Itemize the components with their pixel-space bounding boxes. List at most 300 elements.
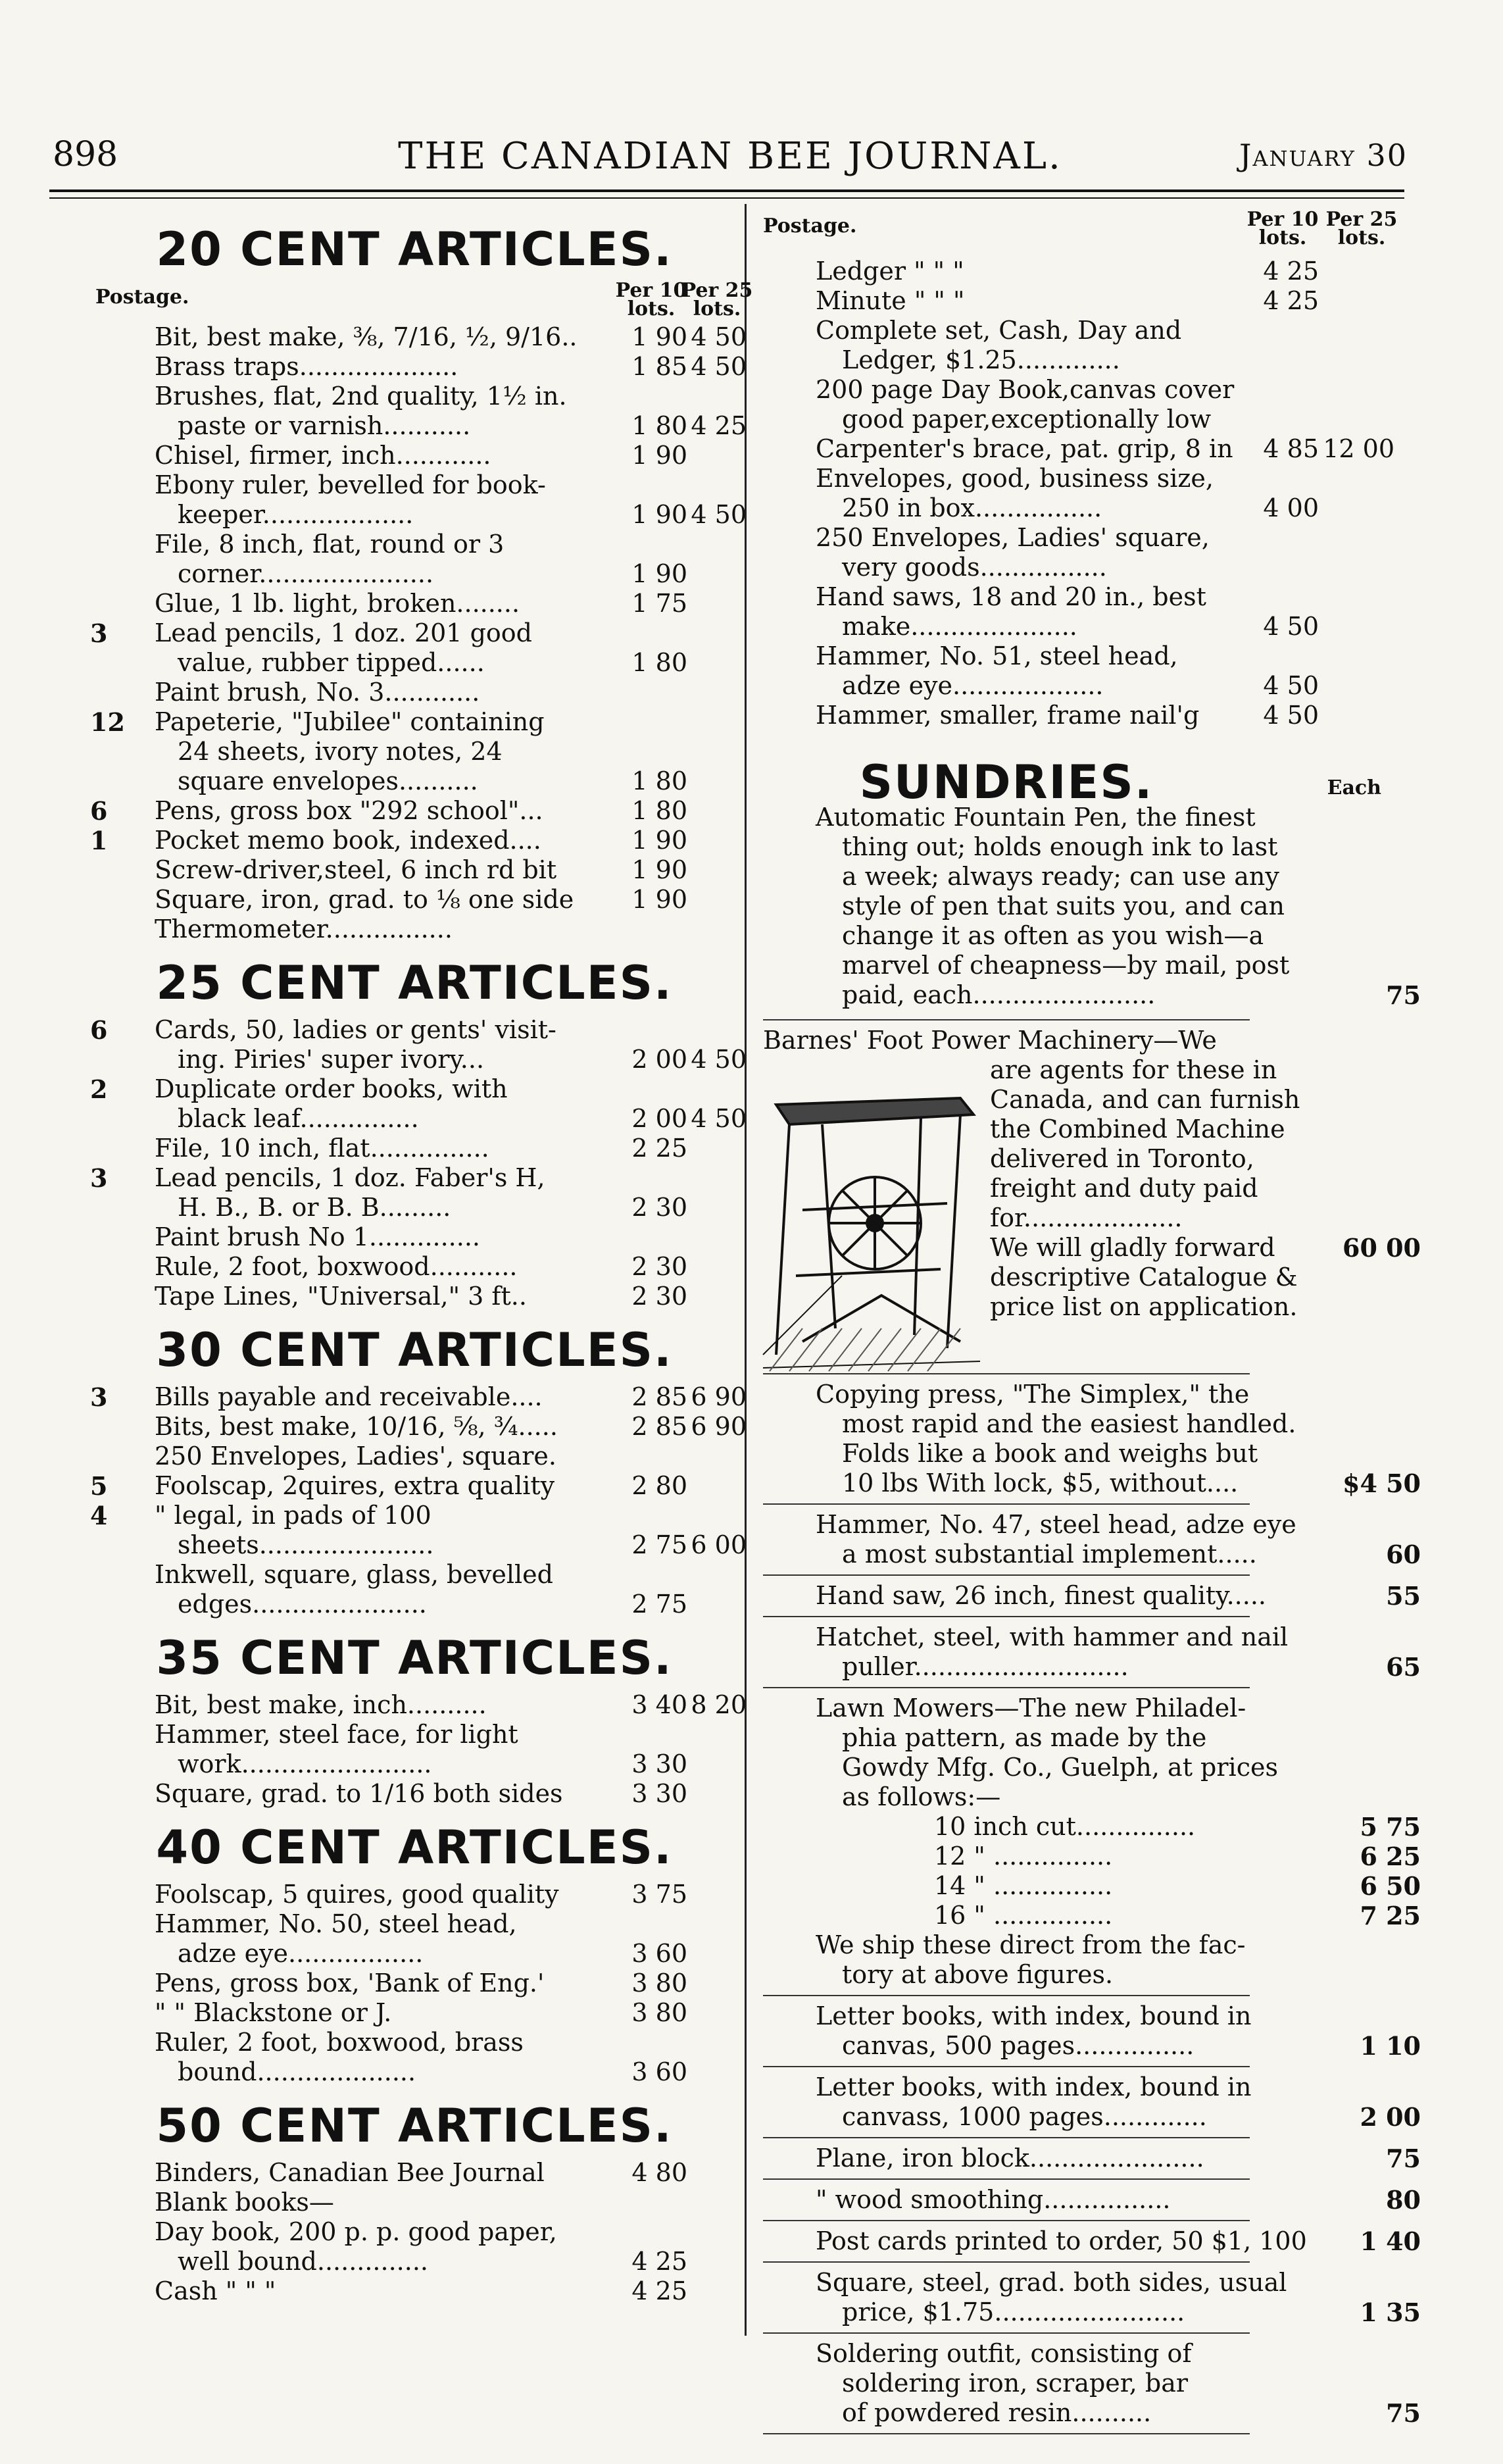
item-text: are agents for these in (990, 1055, 1277, 1084)
item-text: Paint brush, No. 3............ (155, 678, 480, 707)
list-item (763, 523, 1401, 582)
each-label: Each (1327, 776, 1381, 799)
item-text: 250 Envelopes, Ladies' square, (816, 523, 1210, 552)
price-per10: 1 80 (631, 767, 687, 795)
item-text: make..................... (842, 612, 1077, 641)
postage-value: 4 (90, 1501, 108, 1530)
price-per10: 3 80 (631, 1998, 687, 2027)
item-text: Foolscap, 2quires, extra quality (155, 1471, 555, 1500)
list-item (763, 1622, 1421, 1682)
per10-label: Per 10 lots. (1246, 208, 1319, 249)
item-text: Pens, gross box "292 school"... (155, 796, 543, 825)
divider (763, 2220, 1250, 2221)
item-text: Day book, 200 p. p. good paper, (155, 2217, 557, 2246)
item-line (763, 701, 1401, 730)
item-text: Canada, and can furnish (990, 1085, 1300, 1114)
barnes-price: 60 00 (1343, 1233, 1421, 1263)
item-text: Ledger " " " (816, 257, 964, 286)
item-text: marvel of cheapness—by mail, post (842, 951, 1290, 980)
price-per10: 4 25 (1263, 257, 1319, 286)
item-line (763, 641, 1401, 671)
list-item (95, 1690, 747, 1720)
right-items (763, 257, 1401, 730)
item-text: Brass traps.................... (155, 352, 458, 381)
price-per10: 1 90 (631, 441, 687, 470)
item-text: 200 page Day Book,canvas cover (816, 375, 1235, 404)
left-column (90, 211, 753, 2306)
list-item (95, 2188, 733, 2217)
price-per10: 4 50 (1263, 701, 1319, 730)
item-line (95, 1471, 733, 1501)
divider (763, 1019, 1250, 1020)
price-each: 75 (1386, 980, 1421, 1010)
item-text: Duplicate order books, with (155, 1074, 508, 1103)
size-label: 10 inch cut............... (934, 1812, 1196, 1841)
item-line (95, 1969, 733, 1998)
price-per10: 3 60 (631, 1939, 687, 1968)
size-label: 12 " ............... (934, 1842, 1113, 1871)
item-text: Bits, best make, 10/16, ⅝, ¾..... (155, 1412, 558, 1441)
list-item (763, 701, 1401, 730)
list-item (95, 441, 733, 470)
item-text: value, rubber tipped...... (178, 648, 485, 677)
item-line (763, 464, 1401, 493)
price-per10: 1 90 (631, 322, 687, 351)
item-line (990, 1144, 1319, 1174)
per10-label: Per 10 lots. (615, 279, 687, 320)
list-item (90, 826, 733, 855)
item-text: " " Blackstone or J. (155, 1998, 392, 2027)
column-header (95, 279, 753, 322)
item-line (763, 862, 1401, 892)
price-per10: 2 00 (631, 1045, 687, 1074)
divider (763, 1574, 1250, 1576)
price-each: $4 50 (1343, 1469, 1421, 1498)
item-text: Automatic Fountain Pen, the finest (816, 803, 1256, 832)
section-title: 25 CENT ARTICLES. (156, 956, 673, 1010)
list-item (95, 1134, 733, 1163)
item-line (95, 470, 733, 500)
item-line (763, 405, 1401, 434)
header-rule-thin (49, 197, 1404, 199)
price-per10: 3 30 (631, 1779, 687, 1808)
item-line (763, 2268, 1401, 2298)
list-item (763, 286, 1401, 316)
list-item (90, 707, 733, 796)
list-item (763, 1026, 1421, 1368)
divider (763, 2332, 1250, 2334)
price-per10: 2 30 (631, 1252, 687, 1281)
size-label: 14 " ............... (934, 1871, 1113, 1900)
price-per10: 2 75 (631, 1530, 687, 1559)
postage-value: 3 (90, 618, 108, 648)
mower-size (763, 1842, 1421, 1871)
item-line (763, 2298, 1421, 2327)
item-line (95, 2028, 733, 2057)
list-item (95, 2217, 733, 2276)
price-per25: 4 50 (691, 1104, 747, 1133)
item-line (95, 1939, 733, 1969)
item-text: freight and duty paid (990, 1174, 1258, 1203)
item-line (763, 345, 1401, 375)
item-line (763, 434, 1401, 464)
item-line (95, 1015, 733, 1045)
list-item (763, 803, 1421, 1010)
item-line (95, 1163, 733, 1193)
item-line (763, 980, 1421, 1010)
price-per10: 4 50 (1263, 671, 1319, 700)
item-text: phia pattern, as made by the (842, 1723, 1207, 1752)
item-text: Pocket memo book, indexed.... (155, 826, 541, 855)
list-item (95, 1998, 733, 2028)
sundries-items (763, 1380, 1421, 2434)
section-title: 30 CENT ARTICLES. (156, 1323, 673, 1377)
list-item (763, 1694, 1421, 1990)
item-text: work........................ (178, 1749, 432, 1778)
size-label: 16 " ............... (934, 1901, 1113, 1930)
sundries-heading (763, 730, 1401, 809)
item-line (95, 589, 733, 618)
item-line (95, 2158, 733, 2188)
price-per10: 1 75 (631, 589, 687, 618)
item-text: Ledger, $1.25............. (842, 345, 1120, 374)
price-per25: 12 00 (1323, 434, 1394, 463)
list-item (90, 1074, 747, 1134)
item-line (763, 493, 1401, 523)
item-text: style of pen that suits you, and can (842, 892, 1285, 920)
item-text: Bills payable and receivable.... (155, 1382, 543, 1411)
list-item (95, 382, 747, 441)
list-item (95, 1282, 733, 1311)
postage-value: 2 (90, 1074, 108, 1104)
item-line (95, 648, 733, 678)
postage-label: Postage. (95, 286, 189, 309)
list-item (763, 2268, 1421, 2327)
list-item (763, 2144, 1421, 2173)
price-per10: 1 80 (631, 648, 687, 677)
list-item (95, 1909, 733, 1969)
item-line (990, 1263, 1319, 1292)
section-title: 40 CENT ARTICLES. (156, 1821, 673, 1874)
item-text: Hammer, No. 47, steel head, adze eye (816, 1510, 1296, 1539)
price-each: 6 50 (1360, 1871, 1421, 1901)
right-column (763, 208, 1421, 2440)
postage-value: 6 (90, 796, 108, 826)
price-per10: 1 80 (631, 796, 687, 825)
item-text: Hatchet, steel, with hammer and nail (816, 1622, 1289, 1651)
item-line (763, 1723, 1401, 1753)
item-text: a most substantial implement..... (842, 1540, 1257, 1569)
list-item (763, 375, 1401, 434)
item-text: paid, each....................... (842, 980, 1156, 1009)
list-item (95, 2276, 733, 2306)
item-line (95, 1282, 733, 1311)
price-per10: 4 00 (1263, 493, 1319, 522)
price-per25: 4 50 (691, 352, 747, 381)
item-line (990, 1115, 1319, 1144)
item-text: Minute " " " (816, 286, 965, 315)
list-item (95, 470, 747, 530)
item-line (763, 1581, 1421, 1611)
item-line (763, 2144, 1421, 2173)
item-text: price list on application. (990, 1292, 1298, 1321)
item-line (95, 1045, 747, 1074)
item-text: of powdered resin.......... (842, 2398, 1152, 2427)
item-text: Gowdy Mfg. Co., Guelph, at prices (842, 1753, 1278, 1782)
item-line (763, 1510, 1401, 1540)
list-item (95, 1222, 733, 1252)
item-text: Letter books, with index, bound in (816, 2073, 1252, 2101)
list-item (763, 257, 1401, 286)
divider (763, 2137, 1250, 2138)
price-per10: 1 90 (631, 885, 687, 914)
list-item (763, 1581, 1421, 1611)
item-line (95, 796, 733, 826)
list-item (90, 796, 733, 826)
item-text: black leaf............... (178, 1104, 419, 1133)
item-line (763, 2185, 1421, 2215)
price-per10: 1 90 (631, 500, 687, 529)
left-sections (90, 322, 747, 2306)
list-item (763, 2226, 1421, 2256)
item-text: Post cards printed to order, 50 $1, 100 (816, 2226, 1307, 2255)
list-item (95, 1779, 733, 1809)
list-item (95, 885, 733, 915)
price-per10: 3 40 (631, 1690, 687, 1719)
item-line (95, 1909, 733, 1939)
item-text: Screw-driver,steel, 6 inch rd bit (155, 855, 557, 884)
price-per25: 4 50 (691, 500, 747, 529)
item-line (95, 1104, 747, 1134)
item-text: 250 in box................ (842, 493, 1102, 522)
item-line (95, 559, 733, 589)
item-line (763, 612, 1401, 641)
price-per10: 4 25 (631, 2247, 687, 2276)
item-line (95, 826, 733, 855)
list-item (90, 1163, 733, 1222)
item-line (95, 2188, 733, 2217)
item-line (990, 1203, 1319, 1233)
item-text: Square, steel, grad. both sides, usual (816, 2268, 1287, 2297)
item-text: the Combined Machine (990, 1115, 1285, 1144)
item-text: keeper................... (178, 500, 414, 529)
price-each: 2 00 (1360, 2102, 1421, 2132)
price-each: 75 (1386, 2144, 1421, 2173)
mower-size (763, 1812, 1421, 1842)
item-line (763, 1469, 1421, 1498)
section-title: SUNDRIES. (859, 755, 1154, 809)
price-per10: 1 90 (631, 855, 687, 884)
item-text: Lead pencils, 1 doz. Faber's H, (155, 1163, 545, 1192)
item-line (763, 2339, 1401, 2369)
item-text: Plane, iron block...................... (816, 2144, 1204, 2173)
item-line (95, 530, 733, 559)
item-text: Inkwell, square, glass, bevelled (155, 1560, 553, 1589)
journal-title: THE CANADIAN BEE JOURNAL. (398, 135, 1062, 178)
price-per10: 4 25 (631, 2276, 687, 2305)
item-text: Ebony ruler, bevelled for book- (155, 470, 546, 499)
item-text: Lead pencils, 1 doz. 201 good (155, 618, 532, 647)
list-item (763, 2073, 1421, 2132)
item-line (95, 737, 733, 767)
item-line (990, 1085, 1319, 1115)
item-text: 24 sheets, ivory notes, 24 (178, 737, 503, 766)
item-line (763, 2102, 1421, 2132)
item-text: Cash " " " (155, 2276, 276, 2305)
postage-label: Postage. (763, 214, 857, 238)
item-text: paste or varnish........... (178, 411, 471, 440)
item-line (95, 915, 733, 944)
item-text: Binders, Canadian Bee Journal (155, 2158, 545, 2187)
item-line (95, 1749, 733, 1779)
price-each: 80 (1386, 2185, 1421, 2215)
item-text: ing. Piries' super ivory... (178, 1045, 485, 1074)
item-text: Pens, gross box, 'Bank of Eng.' (155, 1969, 545, 1998)
item-text: soldering iron, scraper, bar (842, 2369, 1189, 2398)
price-per10: 4 25 (1263, 286, 1319, 315)
item-line (990, 1055, 1319, 1085)
price-per10: 2 85 (631, 1412, 687, 1441)
list-item (95, 1720, 733, 1779)
item-text: Bit, best make, ⅜, 7/16, ½, 9/16.. (155, 322, 578, 351)
price-per10: 1 85 (631, 352, 687, 381)
list-item (763, 582, 1401, 641)
list-item (90, 618, 733, 678)
price-per10: 2 75 (631, 1590, 687, 1619)
list-item (763, 316, 1401, 375)
item-text: Chisel, firmer, inch............ (155, 441, 491, 470)
item-line (95, 1193, 733, 1222)
list-item (763, 641, 1401, 701)
list-item (95, 1969, 733, 1998)
item-text: We will gladly forward (990, 1233, 1275, 1262)
item-text: Hand saw, 26 inch, finest quality..... (816, 1581, 1266, 1610)
price-per10: 4 85 (1263, 434, 1319, 463)
item-line (763, 1439, 1401, 1469)
price-per10: 4 80 (631, 2158, 687, 2187)
item-text: Rule, 2 foot, boxwood........... (155, 1252, 518, 1281)
price-per25: 4 50 (691, 1045, 747, 1074)
item-line (763, 523, 1401, 553)
list-item (95, 322, 747, 352)
section-title: 35 CENT ARTICLES. (156, 1631, 673, 1685)
item-line (763, 1540, 1421, 1569)
list-item (95, 530, 733, 589)
page-number: 898 (53, 135, 118, 174)
item-text: Brushes, flat, 2nd quality, 1½ in. (155, 382, 567, 411)
item-line (95, 1590, 733, 1619)
list-item (95, 589, 733, 618)
price-per10: 3 80 (631, 1969, 687, 1998)
postage-value: 3 (90, 1382, 108, 1412)
item-line (763, 1960, 1401, 1990)
postage-value: 12 (90, 707, 125, 737)
item-line (95, 707, 733, 737)
item-line (763, 1409, 1401, 1439)
mower-size (763, 1871, 1421, 1901)
list-item (95, 1442, 733, 1471)
item-line (763, 892, 1401, 921)
item-line (95, 1252, 733, 1282)
section-title: 50 CENT ARTICLES. (156, 2099, 673, 2153)
divider (763, 1503, 1250, 1505)
item-line (95, 885, 733, 915)
item-line (95, 1560, 733, 1590)
per25-label: Per 25 lots. (1325, 208, 1398, 249)
price-per10: 2 25 (631, 1134, 687, 1163)
item-line (763, 582, 1401, 612)
item-line (95, 1530, 747, 1560)
item-line (763, 1652, 1421, 1682)
item-line (990, 1174, 1319, 1203)
list-item (95, 2158, 733, 2188)
item-text: Hammer, No. 51, steel head, (816, 641, 1178, 670)
item-line (95, 618, 733, 648)
list-item (95, 1412, 747, 1442)
item-line (95, 1442, 733, 1471)
list-item (763, 464, 1401, 523)
item-line (763, 2073, 1401, 2102)
item-text: canvas, 500 pages............... (842, 2031, 1195, 2060)
list-item (763, 434, 1401, 464)
item-text: as follows:— (842, 1782, 1001, 1811)
item-text: Carpenter's brace, pat. grip, 8 in (816, 434, 1233, 463)
item-line (763, 2031, 1421, 2061)
item-line (95, 678, 733, 707)
price-per10: 2 30 (631, 1282, 687, 1311)
item-text: puller........................... (842, 1652, 1129, 1681)
item-line (990, 1292, 1319, 1322)
postage-value: 5 (90, 1471, 108, 1501)
item-text: change it as often as you wish—a (842, 921, 1264, 950)
price-per10: 1 80 (631, 411, 687, 440)
list-item (90, 1015, 747, 1074)
item-text: sheets...................... (178, 1530, 434, 1559)
price-per25: 4 50 (691, 322, 747, 351)
item-text: Thermometer................ (155, 915, 453, 943)
item-line (95, 1998, 733, 2028)
item-text: delivered in Toronto, (990, 1144, 1254, 1173)
price-per10: 4 50 (1263, 612, 1319, 641)
item-text: Square, grad. to 1/16 both sides (155, 1779, 563, 1808)
price-per25: 6 90 (691, 1382, 747, 1411)
issue-date: January 30 (1239, 138, 1408, 173)
item-line (763, 803, 1401, 832)
divider (763, 2261, 1250, 2263)
item-line (763, 1380, 1401, 1409)
item-line (95, 1720, 733, 1749)
list-item (90, 1501, 747, 1560)
item-line (95, 1074, 733, 1104)
price-each: 5 75 (1360, 1812, 1421, 1842)
item-line (763, 2398, 1421, 2428)
postage-value: 6 (90, 1015, 108, 1045)
price-each: 55 (1386, 1581, 1421, 1611)
price-per10: 2 80 (631, 1471, 687, 1500)
item-text: " legal, in pads of 100 (155, 1501, 431, 1530)
item-text: Paint brush No 1.............. (155, 1222, 481, 1251)
item-line (763, 921, 1401, 951)
item-line (763, 316, 1401, 345)
list-item (95, 1560, 733, 1619)
item-line (95, 855, 733, 885)
item-text: a week; always ready; can use any (842, 862, 1279, 891)
item-text: Letter books, with index, bound in (816, 2001, 1252, 2030)
item-line (95, 1412, 747, 1442)
item-text: edges...................... (178, 1590, 427, 1619)
item-line (763, 2001, 1401, 2031)
price-each: 60 (1386, 1540, 1421, 1569)
